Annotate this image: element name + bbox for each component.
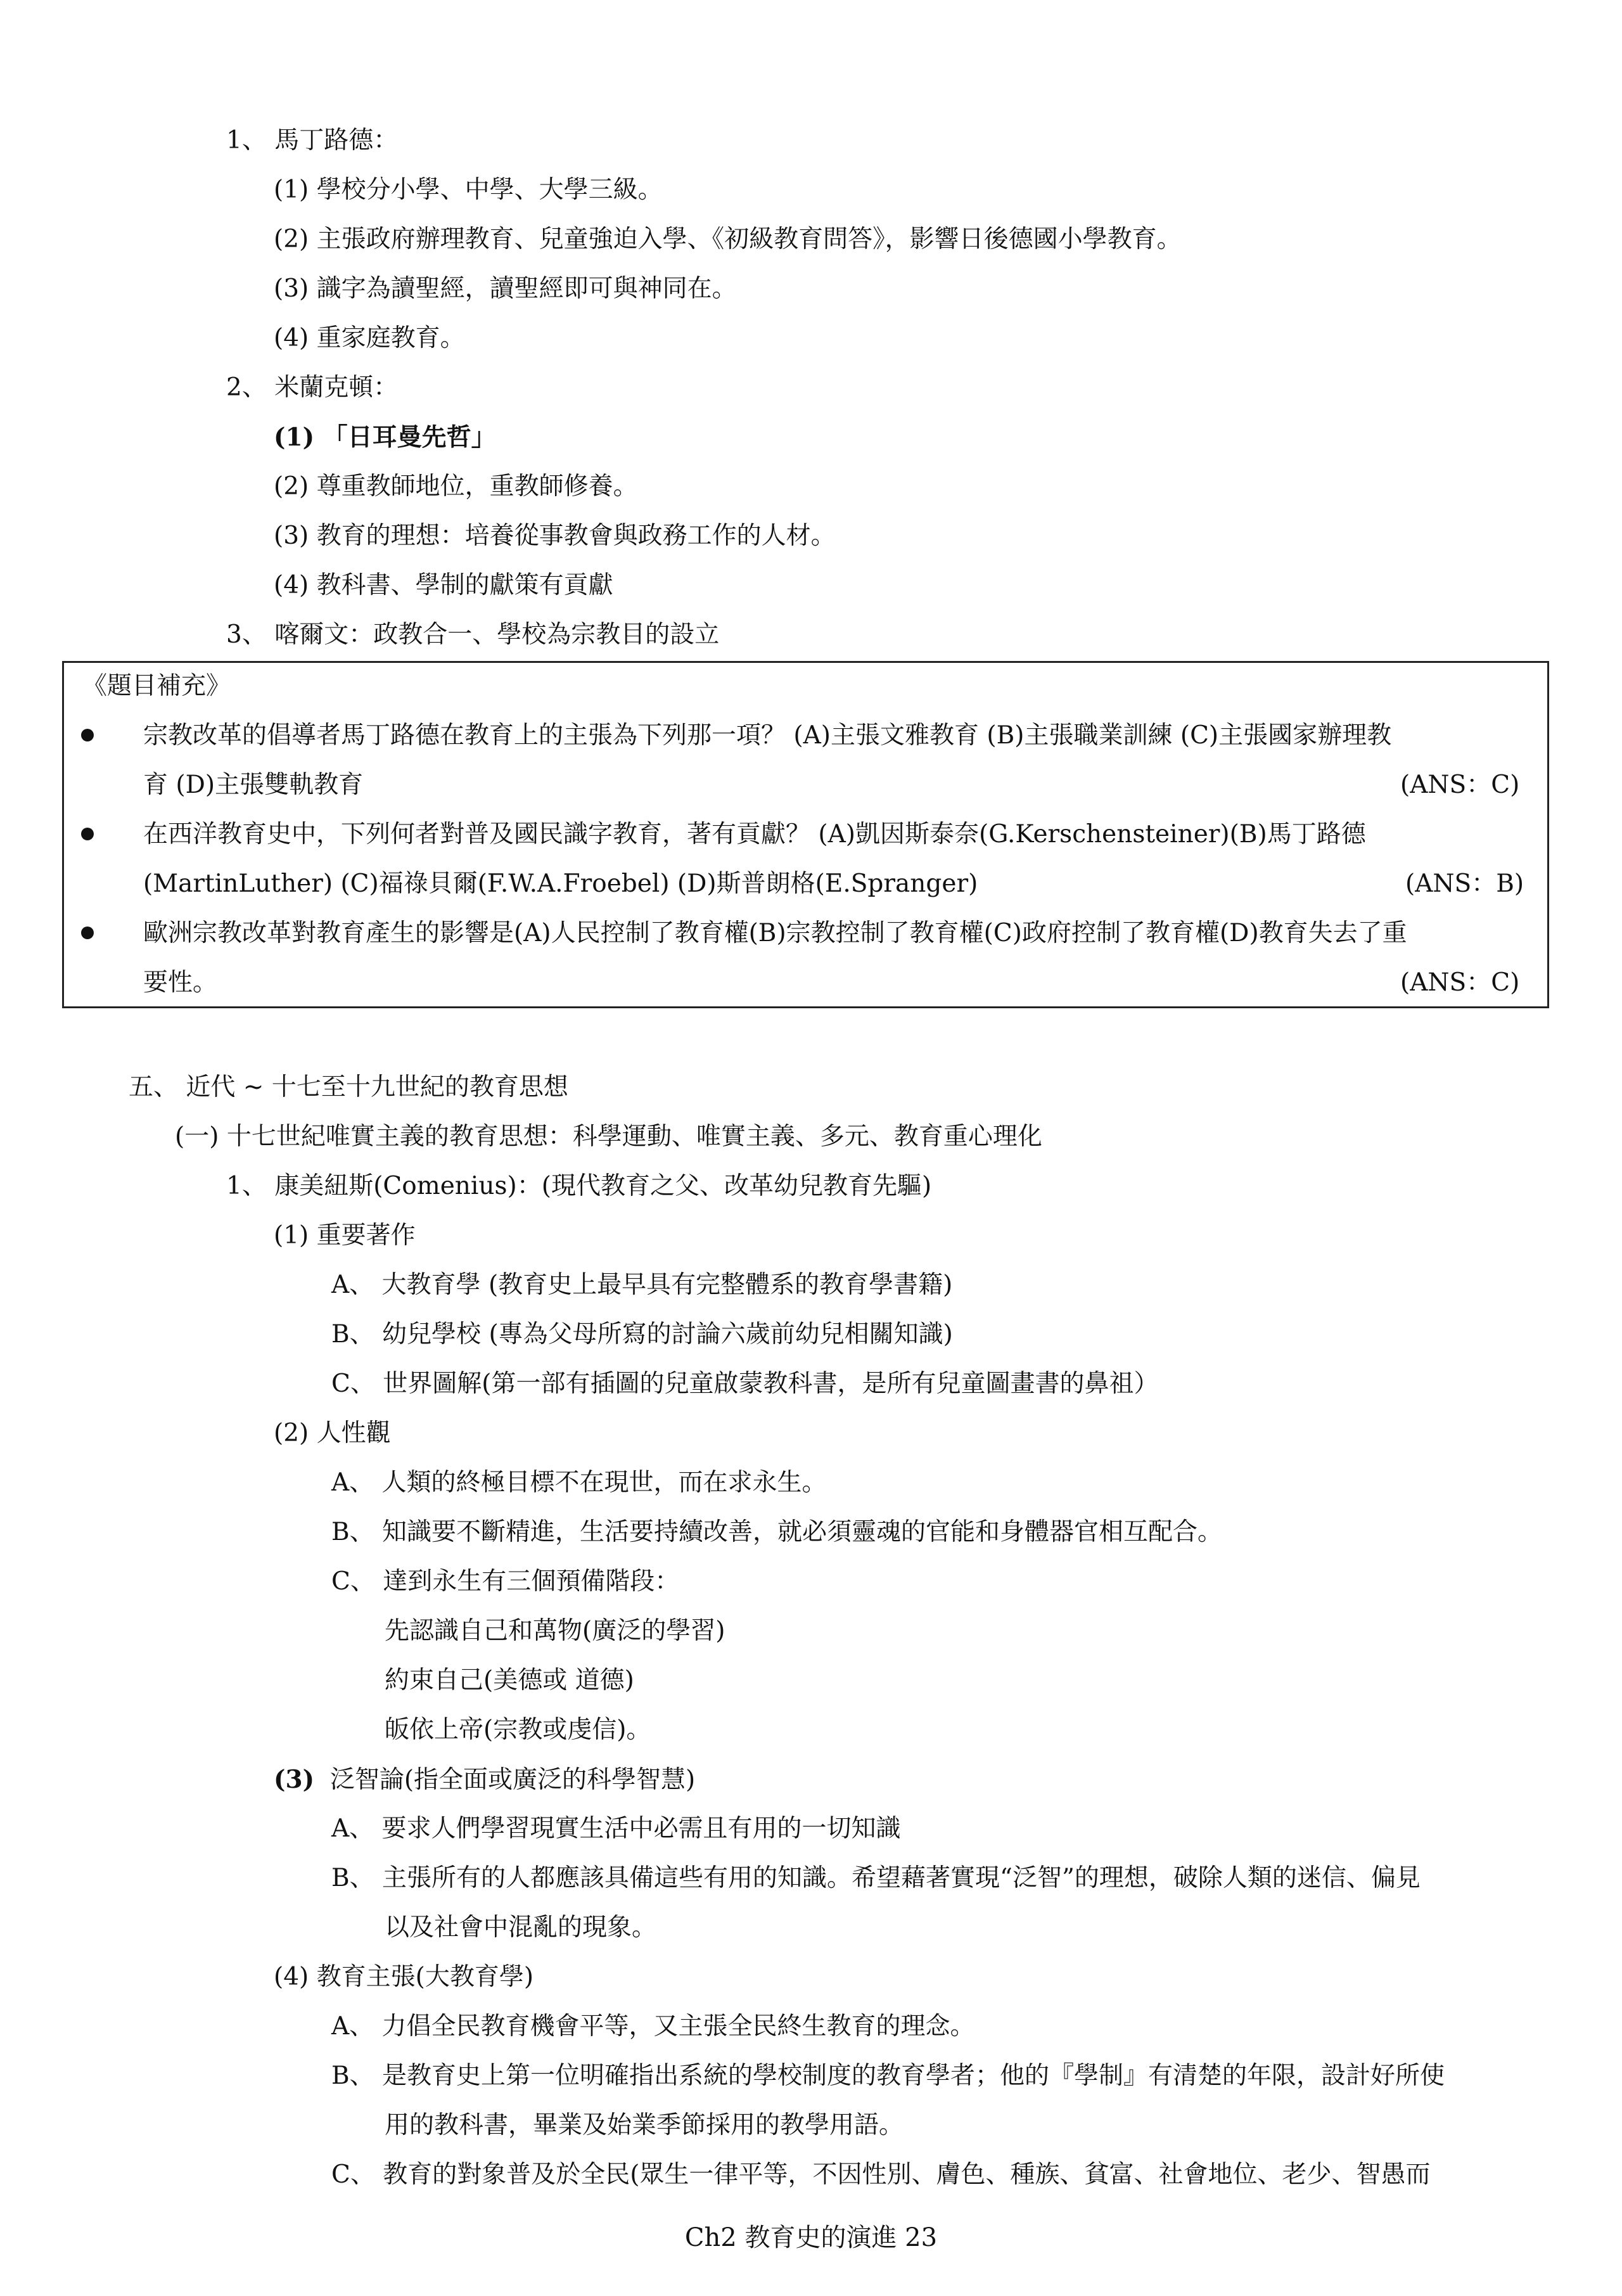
melanchthon-item-1: (1) 「日耳曼先哲」 — [274, 423, 496, 452]
bullet-icon — [81, 729, 94, 741]
bullet-icon — [81, 927, 94, 939]
human-nature-item-c: C、 達到永生有三個預備階段： — [331, 1567, 680, 1596]
pansophia-item-b: B、 主張所有的人都應該具備這些有用的知識。希望藉著實現“泛智”的理想，破除人類的迷信、偏見 — [331, 1864, 1421, 1892]
claims-item-b-cont: 用的教科書，畢業及始業季節採用的教學用語。 — [385, 2111, 904, 2139]
claims-item-c: C、 教育的對象普及於全民(眾生一律平等，不因性別、膚色、種族、貧富、社會地位、老少、智愚而 — [331, 2160, 1431, 2189]
luther-item-2: (2) 主張政府辦理教育、兒童強迫入學、《初級教育問答》，影響日後德國小學教育。 — [274, 225, 1182, 253]
luther-heading: 1、 馬丁路德： — [226, 126, 399, 155]
comenius-heading: 1、 康美紐斯(Comenius)：(現代教育之父、改革幼兒教育先驅) — [226, 1172, 932, 1200]
question-1-line-1: 宗教改革的倡導者馬丁路德在教育上的主張為下列那一項？ (A)主張文雅教育 (B)主張職業訓練 (C)主張國家辦理教 — [143, 721, 1392, 750]
claims-item-b: B、 是教育史上第一位明確指出系統的學校制度的教育學者；他的『學制』有清楚的年限，設計好所使 — [331, 2062, 1445, 2090]
works-item-b: B、 幼兒學校 (專為父母所寫的討論六歲前幼兒相關知識) — [331, 1320, 953, 1349]
melanchthon-item-4: (4) 教科書、學制的獻策有貢獻 — [274, 571, 613, 600]
question-1-line-2: 育 (D)主張雙軌教育 — [143, 771, 364, 799]
calvin-line: 3、 喀爾文：政教合一、學校為宗教目的設立 — [226, 620, 720, 649]
melanchthon-heading: 2、 米蘭克頓： — [226, 373, 399, 402]
pansophia-item-a: A、 要求人們學習現實生活中必需且有用的一切知識 — [331, 1814, 901, 1843]
luther-item-3: (3) 識字為讀聖經，讀聖經即可與神同在。 — [274, 274, 737, 303]
supplement-title: 《題目補充》 — [82, 672, 231, 700]
question-2-line-2: (MartinLuther) (C)福祿貝爾(F.W.A.Froebel) (D)斯普朗格(E.Spranger) — [143, 869, 978, 898]
human-nature-item-a: A、 人類的終極目標不在現世，而在求永生。 — [331, 1468, 827, 1497]
stage-3: 皈依上帝(宗教或虔信)。 — [385, 1716, 651, 1744]
luther-item-1: (1) 學校分小學、中學、大學三級。 — [274, 176, 663, 204]
human-nature-label: (2) 人性觀 — [274, 1419, 391, 1447]
pansophia-label-text: 泛智論(指全面或廣泛的科學智慧) — [329, 1766, 696, 1794]
question-1-answer: (ANS：C) — [1400, 771, 1520, 799]
section-five-heading: 五、 近代 ~ 十七至十九世紀的教育思想 — [129, 1073, 568, 1101]
melanchthon-item-3: (3) 教育的理想：培養從事教會與政務工作的人材。 — [274, 522, 836, 550]
question-3-answer: (ANS：C) — [1400, 968, 1520, 997]
human-nature-item-b: B、 知識要不斷精進，生活要持續改善，就必須靈魂的官能和身體器官相互配合。 — [331, 1518, 1223, 1546]
pansophia-label — [274, 1763, 695, 1797]
claims-item-a: A、 力倡全民教育機會平等，又主張全民終生教育的理念。 — [331, 2012, 975, 2041]
works-label: (1) 重要著作 — [274, 1221, 416, 1250]
question-3-line-1: 歐洲宗教改革對教育產生的影響是(A)人民控制了教育權(B)宗教控制了教育權(C)政府控制了教育權(D)教育失去了重 — [143, 919, 1407, 947]
question-3-line-2: 要性。 — [143, 968, 218, 997]
question-2-line-1: 在西洋教育史中，下列何者對普及國民識字教育，著有貢獻？ (A)凱因斯泰奈(G.Kerschensteiner)(B)馬丁路德 — [143, 820, 1366, 849]
bullet-icon — [81, 828, 94, 840]
claims-label: (4) 教育主張(大教育學) — [274, 1963, 534, 1991]
page-footer: Ch2 教育史的演進 23 — [684, 2223, 938, 2252]
stage-2: 約束自己(美德或 道德) — [385, 1666, 634, 1695]
luther-item-4: (4) 重家庭教育。 — [274, 324, 465, 352]
section-five-subheading: (一) 十七世紀唯實主義的教育思想：科學運動、唯實主義、多元、教育重心理化 — [175, 1122, 1042, 1151]
pansophia-item-b-cont: 以及社會中混亂的現象。 — [385, 1913, 657, 1942]
question-2-answer: (ANS：B) — [1405, 869, 1524, 898]
pansophia-label-number: (3) — [274, 1765, 315, 1794]
stage-1: 先認識自己和萬物(廣泛的學習) — [385, 1617, 725, 1645]
works-item-c: C、 世界圖解(第一部有插圖的兒童啟蒙教科書，是所有兒童圖畫書的鼻祖） — [331, 1369, 1159, 1398]
melanchthon-item-2: (2) 尊重教師地位，重教師修養。 — [274, 472, 638, 501]
works-item-a: A、 大教育學 (教育史上最早具有完整體系的教育學書籍) — [331, 1271, 953, 1299]
